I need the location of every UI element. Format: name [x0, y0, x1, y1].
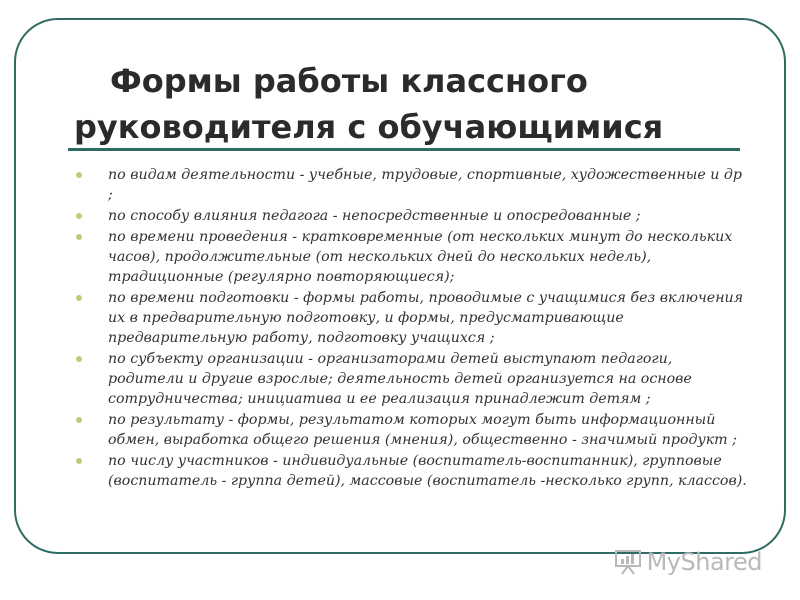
list-item	[70, 227, 750, 287]
list-item-text: по времени подготовки - формы работы, проводимые с учащимися без включения их в предварительную подготовку, и формы, предусматривающие предварительную работу, подготовку учащихся ;	[108, 290, 744, 346]
presentation-chart-icon	[613, 549, 643, 575]
slide-title-line-1: Формы работы классного	[110, 62, 588, 100]
list-item-text: по результату - формы, результатом которых могут быть информационный обмен, выработка общего решения (мнения), общественно - значимый продукт ;	[108, 412, 737, 448]
list-item	[70, 165, 750, 205]
list-item-text: по числу участников - индивидуальные (воспитатель-воспитанник), групповые (воспитатель - группа детей), массовые (воспитатель -несколько групп, классов).	[108, 453, 747, 489]
list-item	[70, 451, 750, 491]
list-item	[70, 410, 750, 450]
list-item-text: по субъекту организации - организаторами детей выступают педагоги, родители и другие взрослые; деятельность детей организуется на основе сотрудничества; инициатива и ее реализация принадлежит детям ;	[108, 351, 692, 407]
bullet-icon	[76, 356, 82, 362]
list-item	[70, 288, 750, 348]
list-item	[70, 206, 750, 226]
list-item-text: по способу влияния педагога - непосредственные и опосредованные ;	[108, 208, 641, 224]
slide-title-line-2: руководителя с обучающимися	[74, 108, 664, 146]
list-item-text: по времени проведения - кратковременные (от нескольких минут до нескольких часов), продолжительные (от нескольких дней до нескольких недель), традиционные (регулярно повторяющиеся);	[108, 229, 733, 285]
title-divider	[68, 148, 740, 151]
list-item-text: по видам деятельности - учебные, трудовые, спортивные, художественные и др ;	[108, 167, 742, 203]
bullet-list	[70, 165, 750, 492]
bullet-icon	[76, 458, 82, 464]
slide-title	[0, 58, 800, 150]
watermark-logo-text: MyShared	[646, 548, 762, 576]
bullet-icon	[76, 213, 82, 219]
bullet-icon	[76, 234, 82, 240]
bullet-icon	[76, 417, 82, 423]
bullet-icon	[76, 172, 82, 178]
myshared-watermark	[613, 548, 762, 576]
list-item	[70, 349, 750, 409]
bullet-icon	[76, 295, 82, 301]
